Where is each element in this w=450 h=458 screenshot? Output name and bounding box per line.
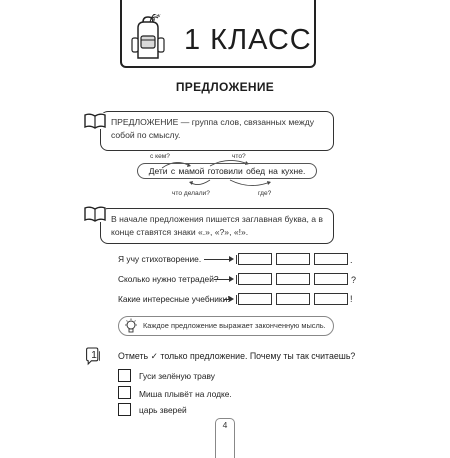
word-cell	[276, 273, 310, 285]
answer-checkbox[interactable]	[118, 403, 131, 416]
word-cell	[238, 253, 272, 265]
option-label: Гуси зелёную траву	[139, 371, 215, 381]
start-bar	[236, 255, 237, 264]
word-cell	[314, 273, 348, 285]
answer-checkbox[interactable]	[118, 386, 131, 399]
rule-text: В начале предложения пишется заглавная буква, а в конце ставятся знаки «.», «?», «!».	[111, 214, 323, 237]
example-sentence: Дети с мамой готовили обед на кухне.	[137, 163, 317, 179]
backpack-icon	[128, 14, 168, 62]
word-cell	[314, 293, 348, 305]
arrow-right-icon	[229, 256, 234, 262]
start-bar	[236, 295, 237, 304]
scheme-sentence: Сколько нужно тетрадей?	[118, 274, 219, 284]
word-cell	[238, 273, 272, 285]
task-instruction: Отметь ✓ только предложение. Почему ты так считаешь?	[118, 351, 356, 361]
task-number: 1	[91, 350, 97, 361]
word-cell	[276, 293, 310, 305]
question-label: что?	[232, 153, 246, 160]
option-label: Миша плывёт на лодке.	[139, 389, 232, 399]
question-label: что делали?	[172, 190, 210, 197]
book-icon	[84, 113, 106, 129]
answer-checkbox[interactable]	[118, 369, 131, 382]
info-note	[118, 316, 334, 336]
word-cell	[276, 253, 310, 265]
book-icon	[84, 206, 106, 222]
arrow-line	[204, 259, 230, 260]
definition-text: ПРЕДЛОЖЕНИЕ — группа слов, связанных между собой по смыслу.	[111, 117, 315, 140]
word-cell	[238, 293, 272, 305]
section-title: ПРЕДЛОЖЕНИЕ	[175, 80, 275, 94]
page-number: 4	[222, 420, 228, 430]
word-cell	[314, 253, 348, 265]
question-label: где?	[258, 190, 272, 197]
scheme-sentence: Я учу стихотворение.	[118, 254, 202, 264]
question-label: с кем?	[150, 153, 170, 160]
option-label: царь зверей	[139, 405, 187, 415]
rule-box	[100, 208, 334, 244]
end-mark: ?	[351, 275, 357, 285]
definition-box	[100, 111, 334, 151]
start-bar	[236, 275, 237, 284]
end-mark: !	[350, 294, 353, 304]
grade-title: 1 КЛАСС	[184, 24, 312, 56]
lightbulb-icon	[124, 318, 138, 334]
arrow-line	[214, 279, 230, 280]
arrow-right-icon	[229, 296, 234, 302]
scheme-sentence: Какие интересные учебники!	[118, 294, 230, 304]
info-text: Каждое предложение выражает законченную мысль.	[143, 321, 326, 330]
end-mark: .	[350, 255, 353, 265]
arrow-right-icon	[229, 276, 234, 282]
